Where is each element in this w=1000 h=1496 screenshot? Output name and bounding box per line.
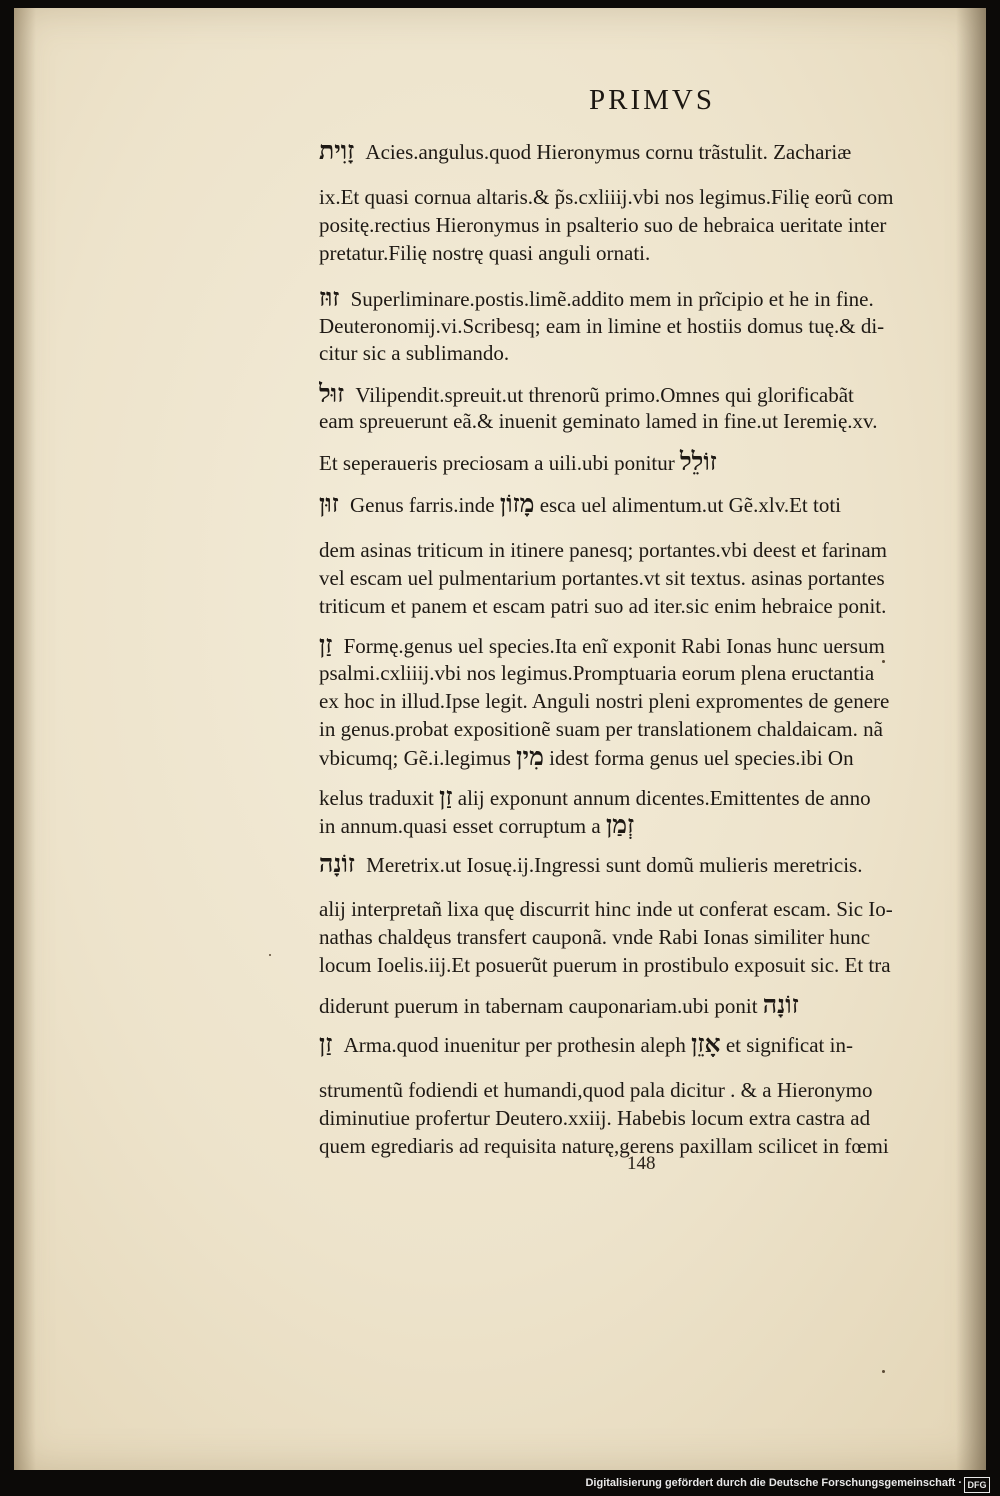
digitization-credit: Digitalisierung gefördert durch die Deutsche Forschungsgemeinschaft · <box>585 1477 962 1489</box>
entry-5-line-4: in genus.probat expositionẽ suam per translationem chaldaicam. nã <box>319 717 883 741</box>
entry-3-line-1: זוּל Vilipendit.spreuit.ut threnorũ primo.Omnes qui glorificabãt <box>319 380 854 408</box>
hebrew-word: אָזֵן <box>691 1030 721 1058</box>
entry-3-line-2: eam spreuerunt eã.& inuenit geminato lamed in fine.ut Ieremię.xv. <box>319 409 878 433</box>
entry-4-line-2: dem asinas triticum in itinere panesq; portantes.vbi deest et farinam <box>319 538 887 562</box>
entry-6-line-1: זוֹנָה Meretrix.ut Iosuę.ij.Ingressi sunt domũ mulieris meretricis. <box>319 850 863 878</box>
entry-1-line-4: pretatur.Filię nostrę quasi anguli ornati. <box>319 241 651 265</box>
entry-1-headword: זָוִית <box>319 137 355 165</box>
entry-7-headword: זַן <box>319 1030 333 1058</box>
hebrew-word: זַן <box>439 783 453 811</box>
entry-5-headword: זַן <box>319 631 333 659</box>
entry-7-line-2: strumentũ fodiendi et humandi,quod pala dicitur . & a Hieronymo <box>319 1078 873 1102</box>
entry-1-line-3: positę.rectius Hieronymus in psalterio suo de hebraica ueritate inter <box>319 213 887 237</box>
hebrew-word: זְמַן <box>605 811 635 839</box>
entry-3-headword: זוּל <box>319 380 345 408</box>
entry-5-line-1: זַן Formę.genus uel species.Ita enĩ exponit Rabi Ionas hunc uersum <box>319 631 885 659</box>
entry-2-headword: זוּז <box>319 284 340 312</box>
paper-fleck <box>269 954 271 956</box>
entry-5-line-2: psalmi.cxliiij.vbi nos legimus.Promptuaria eorum plena eructantia <box>319 661 875 685</box>
hebrew-word: זוֹנָה <box>762 991 799 1019</box>
entry-6-line-4: locum Ioelis.iij.Et posuerũt puerum in prostibulo exposuit sic. Et tra <box>319 953 891 977</box>
entry-5-line-5: vbicumq; Gẽ.i.legimus מִין idest forma genus uel species.ibi On <box>319 743 854 771</box>
page-left-shadow <box>14 8 36 1470</box>
entry-4-line-1: זוּן Genus farris.inde מָזוֹן esca uel alimentum.ut Gẽ.xlv.Et toti <box>319 490 841 518</box>
entry-4-line-3: vel escam uel pulmentarium portantes.vt sit textus. asinas portantes <box>319 566 885 590</box>
entry-4-headword: זוּן <box>319 490 339 518</box>
entry-6-line-3: nathas chaldęus transfert cauponã. vnde Rabi Ionas similiter hunc <box>319 925 871 949</box>
hebrew-word: מָזוֹן <box>499 490 535 518</box>
page-number: 148 <box>627 1153 656 1174</box>
entry-2-line-1: זוּז Superliminare.postis.limẽ.addito mem in prĩcipio et he in fine. <box>319 284 874 312</box>
entry-1-line-2: ix.Et quasi cornua altaris.& p̃s.cxliiij.vbi nos legimus.Filię eorũ com <box>319 185 894 209</box>
entry-6-headword: זוֹנָה <box>319 850 355 878</box>
paper-fleck <box>882 660 885 663</box>
entry-5-line-6: kelus traduxit זַן alij exponunt annum dicentes.Emittentes de anno <box>319 783 871 811</box>
entry-2-line-3: citur sic a sublimando. <box>319 341 510 365</box>
hebrew-word: מִין <box>516 743 544 771</box>
entry-6-line-5: diderunt puerum in tabernam cauponariam.ubi ponit זוֹנָה <box>319 991 799 1019</box>
digitization-footer <box>0 1474 1000 1496</box>
hebrew-word: זוֹלֵל <box>679 448 717 476</box>
dfg-logo-icon: DFG <box>964 1477 990 1493</box>
paper-fleck <box>882 1370 885 1373</box>
entry-6-line-2: alij interpretañ lixa quę discurrit hinc inde ut conferat escam. Sic Io- <box>319 897 893 921</box>
entry-7-line-4: quem egrediaris ad requisita naturę,gerens paxillam scilicet in fœmi <box>319 1134 889 1158</box>
entry-1-line-1: זָוִית Acies.angulus.quod Hieronymus cornu trãstulit. Zachariæ <box>319 137 852 165</box>
entry-2-line-2: Deuteronomij.vi.Scribesq; eam in limine et hostiis domus tuę.& di- <box>319 314 885 338</box>
entry-5-line-7: in annum.quasi esset corruptum a זְמַן <box>319 811 635 839</box>
entry-4-line-4: triticum et panem et escam patri suo ad iter.sic enim hebraice ponit. <box>319 594 887 618</box>
book-page <box>14 8 986 1470</box>
running-title: PRIMVS <box>589 84 715 116</box>
entry-7-line-1: זַן Arma.quod inuenitur per prothesin aleph אָזֵן et significat in- <box>319 1030 853 1058</box>
entry-5-line-3: ex hoc in illud.Ipse legit. Anguli nostri pleni expromentes de genere <box>319 689 890 713</box>
entry-3-line-3: Et seperaueris preciosam a uili.ubi ponitur זוֹלֵל <box>319 448 717 476</box>
entry-7-line-3: diminutiue profertur Deutero.xxiij. Habebis locum extra castra ad <box>319 1106 871 1130</box>
